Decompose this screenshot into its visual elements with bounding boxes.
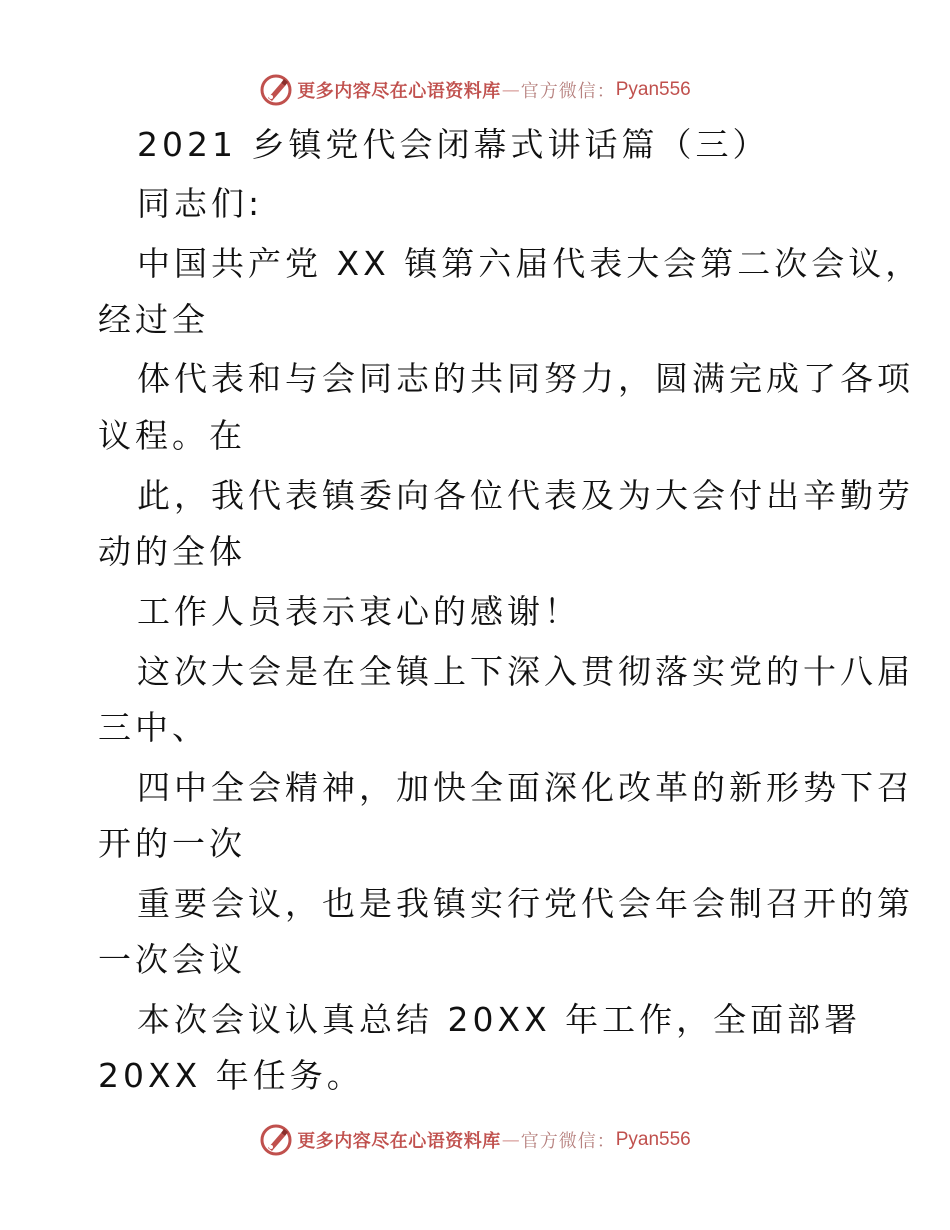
paragraph-line: 四中全会精神，加快全面深化改革的新形势下召 (137, 768, 914, 807)
banner-dash: — (501, 79, 520, 101)
banner-text: 更多内容尽在心语资料库 (297, 1131, 501, 1152)
banner-wechat-id: Pyan556 (615, 79, 691, 100)
document-title: 2021 乡镇党代会闭幕式讲话篇（三） (137, 125, 770, 164)
paragraph-line: 议程。在 (98, 416, 246, 455)
paragraph-line: 三中、 (98, 708, 209, 747)
paragraph-line: 体代表和与会同志的共同努力，圆满完成了各项 (137, 359, 914, 398)
paragraph-line: 重要会议，也是我镇实行党代会年会制召开的第 (137, 884, 914, 923)
paragraph-line: 开的一次 (98, 824, 246, 863)
paragraph-line: 一次会议 (98, 940, 246, 979)
banner-wechat-id: Pyan556 (615, 1129, 691, 1150)
banner-wechat-label: 官方微信： (520, 81, 616, 102)
paragraph-line: 这次大会是在全镇上下深入贯彻落实党的十八届 (137, 652, 914, 691)
paragraph-line: 此，我代表镇委向各位代表及为大会付出辛勤劳 (137, 476, 914, 515)
paragraph-line: 经过全 (98, 300, 209, 339)
banner-text: 更多内容尽在心语资料库 (297, 81, 501, 102)
paragraph-line: 中国共产党 XX 镇第六届代表大会第二次会议， (137, 244, 923, 283)
red-pen-circle-logo-icon (259, 1123, 293, 1157)
banner-wechat-label: 官方微信： (520, 1131, 616, 1152)
paragraph-line: 工作人员表示衷心的感谢！ (137, 592, 581, 631)
red-pen-circle-logo-icon (259, 73, 293, 107)
paragraph-line: 同志们: (137, 184, 264, 223)
header-watermark-banner (0, 70, 950, 110)
banner-dash: — (501, 1129, 520, 1151)
paragraph-line: 动的全体 (98, 532, 246, 571)
paragraph-line: 本次会议认真总结 20XX 年工作，全面部署 (137, 1000, 862, 1039)
footer-watermark-banner (0, 1120, 950, 1160)
paragraph-line: 20XX 年任务。 (98, 1056, 364, 1095)
